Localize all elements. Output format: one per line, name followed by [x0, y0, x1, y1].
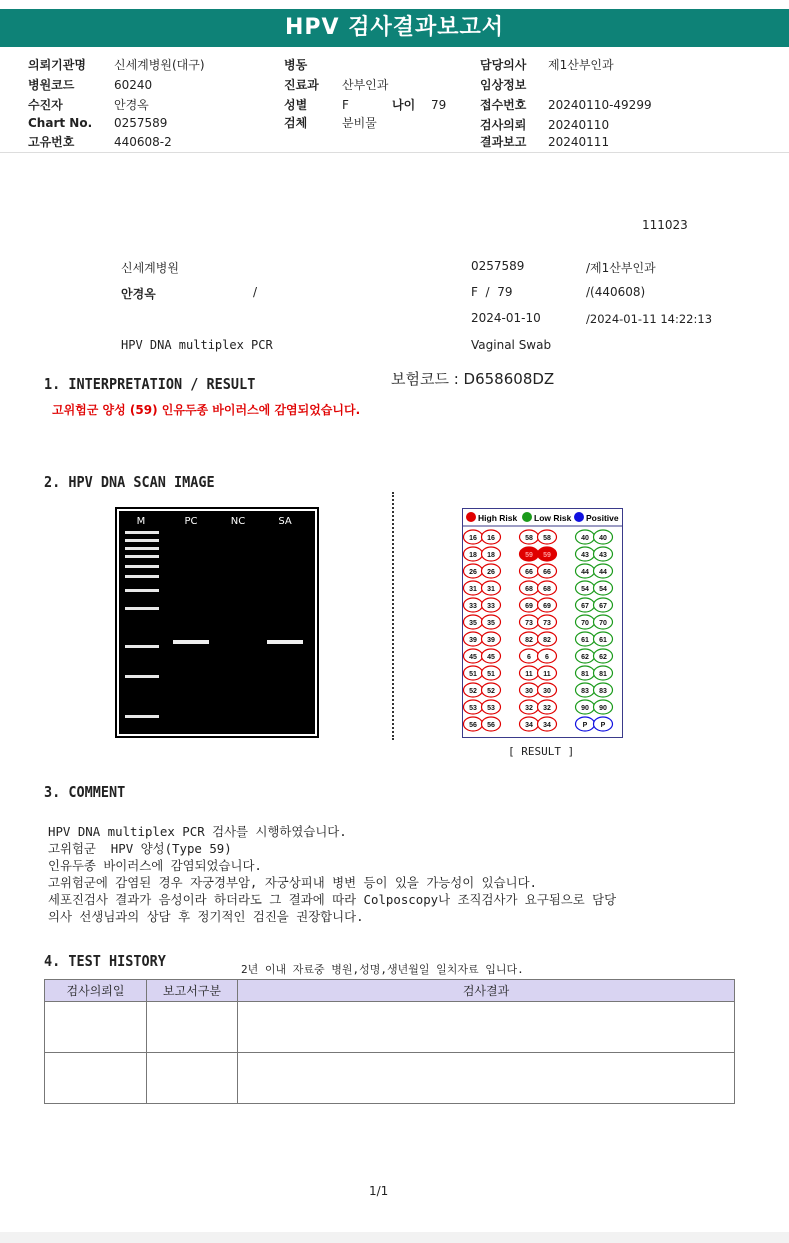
ladder-band	[125, 645, 159, 648]
chip-spot-label: 32	[543, 705, 551, 712]
chip-spot-label: 39	[487, 637, 495, 644]
chip-spot-label: 40	[581, 535, 589, 542]
chip-spot-label: 30	[543, 688, 551, 695]
chip-spot-label: 61	[599, 637, 607, 644]
chip-spot-label: 11	[543, 671, 551, 678]
chip-spot-label: 26	[469, 569, 477, 576]
body-dept: /제1산부인과	[586, 261, 656, 275]
gel-svg	[117, 509, 317, 736]
chip-spot-label: 70	[599, 620, 607, 627]
chip-spot-label: 53	[487, 705, 495, 712]
chip-spot-label: 81	[581, 671, 589, 678]
chip-spot-label: 30	[525, 688, 533, 695]
history-col-result: 검사결과	[238, 980, 735, 1002]
legend-high-risk-icon	[466, 512, 476, 522]
chip-spot-label: 67	[599, 603, 607, 610]
chip-spot-label: 35	[487, 620, 495, 627]
chip-spot-label: 44	[599, 569, 607, 576]
section-history-heading: 4. TEST HISTORY	[44, 952, 166, 970]
comment-line: 세포진검사 결과가 음성이라 하더라도 그 결과에 따라 Colposcopy나 조직검사가 요구됨으로 담당	[48, 892, 617, 907]
chip-spot-label: 58	[525, 535, 533, 542]
chip-spot-label: 81	[599, 671, 607, 678]
chip-spot-label: 52	[469, 688, 477, 695]
ladder-band	[125, 555, 159, 558]
header-request-date: 검사의뢰 20240110	[480, 118, 610, 132]
legend-positive: Positive	[586, 513, 619, 523]
ladder-band	[125, 607, 159, 610]
chip-spot-label: P	[582, 722, 588, 729]
lane-label-nc: NC	[230, 516, 246, 527]
comment-line: 인유두종 바이러스에 감염되었습니다.	[48, 858, 262, 873]
ladder-band	[125, 565, 159, 568]
body-birth: /(440608)	[586, 285, 646, 299]
ladder-band	[125, 575, 159, 578]
chip-spot-label: 45	[469, 654, 477, 661]
chip-spot-label: 69	[525, 603, 533, 610]
chip-spot-label: 18	[469, 552, 477, 559]
comment-line: 고위험군에 감염된 경우 자궁경부암, 자궁상피내 병변 등이 있을 가능성이 있습니다.	[48, 875, 538, 890]
header-clinical-info: 임상정보	[480, 78, 527, 92]
legend-positive-icon	[574, 512, 584, 522]
header-report-date: 결과보고 20240111	[480, 135, 610, 149]
doc-code: 111023	[642, 218, 688, 232]
history-header-row	[45, 980, 735, 1002]
history-col-report-type: 보고서구분	[147, 980, 238, 1002]
chip-spot-label: 54	[599, 586, 607, 593]
table-row	[45, 1053, 735, 1104]
body-specimen: Vaginal Swab	[471, 338, 552, 352]
chip-spot-label: 56	[487, 722, 495, 729]
comment-text	[48, 823, 616, 925]
chip-spot-label: 82	[543, 637, 551, 644]
body-request-date: 2024-01-10	[471, 311, 541, 325]
ladder-band	[125, 715, 159, 718]
body-report-datetime: /2024-01-11 14:22:13	[586, 312, 713, 326]
chip-spot-label: 56	[469, 722, 477, 729]
chip-spot-label: 33	[487, 603, 495, 610]
chip-spot-label: 43	[599, 552, 607, 559]
chip-spot-label: 62	[599, 654, 607, 661]
chip-spot-label: 16	[469, 535, 477, 542]
header-receipt-no: 접수번호 20240110-49299	[480, 98, 652, 112]
chip-spot-label: 61	[581, 637, 589, 644]
comment-line: 고위험군 HPV 양성(Type 59)	[48, 841, 232, 856]
chip-spot-label: 44	[581, 569, 589, 576]
marker-ladder	[125, 531, 159, 718]
chip-spot-label: 45	[487, 654, 495, 661]
header-department: 진료과 산부인과	[284, 78, 389, 92]
comment-line: 의사 선생님과의 상담 후 정기적인 검진을 권장합니다.	[48, 909, 364, 924]
legend-high-risk: High Risk	[478, 513, 518, 523]
body-chart: 0257589	[471, 259, 525, 273]
table-cell	[45, 1002, 147, 1053]
chip-spot-label: 70	[581, 620, 589, 627]
chip-spot-label: 51	[487, 671, 495, 678]
chip-spot-label: 73	[543, 620, 551, 627]
hpv-chip-diagram	[462, 508, 624, 740]
scan-divider	[392, 492, 394, 740]
lane-label-pc: PC	[184, 516, 198, 527]
header-unique-no: 고유번호 440608-2	[28, 135, 172, 149]
ladder-band	[125, 675, 159, 678]
lane-label-sa: SA	[278, 516, 292, 527]
sa-band	[267, 640, 303, 644]
chip-spot-label: 51	[469, 671, 477, 678]
chip-spot-label: 6	[527, 654, 531, 661]
header-hospital-code: 병원코드 60240	[28, 78, 153, 92]
chip-spot-label: 31	[487, 586, 495, 593]
history-table	[44, 979, 735, 1104]
ladder-band	[125, 547, 159, 550]
chip-caption: [ RESULT ]	[508, 745, 575, 758]
chip-spot-label: 6	[545, 654, 549, 661]
section-scan-heading: 2. HPV DNA SCAN IMAGE	[44, 473, 215, 491]
body-patient: 안경옥	[121, 287, 156, 301]
chip-spot-label: 59	[525, 552, 533, 559]
header-sex: 성별 F	[284, 98, 349, 112]
chip-spot-label: 90	[599, 705, 607, 712]
page-number: 1/1	[369, 1184, 389, 1198]
chip-spot-label: 33	[469, 603, 477, 610]
lane-label-m: M	[136, 516, 146, 527]
chip-spot-label: 11	[525, 671, 533, 678]
chip-spot-label: 58	[543, 535, 551, 542]
chip-spot-label: 67	[581, 603, 589, 610]
body-hospital: 신세계병원	[121, 261, 179, 275]
insurance-code: 보험코드 : D658608DZ	[391, 370, 555, 388]
chip-spot-label: 66	[543, 569, 551, 576]
chip-spot-label: 83	[581, 688, 589, 695]
chip-spot-label: 59	[543, 552, 551, 559]
legend-low-risk-icon	[522, 512, 532, 522]
header-ward: 병동	[284, 58, 308, 72]
chip-spot-label: 32	[525, 705, 533, 712]
pc-band	[173, 640, 209, 644]
chip-spot-label: 54	[581, 586, 589, 593]
body-sex-age: F / 79	[471, 285, 513, 299]
chip-spot-label: 43	[581, 552, 589, 559]
comment-line: HPV DNA multiplex PCR 검사를 시행하였습니다.	[48, 824, 347, 839]
chip-spot-label: 40	[599, 535, 607, 542]
table-cell	[147, 1053, 238, 1104]
header-specimen: 검체 분비물	[284, 116, 377, 130]
chip-spot-label: 90	[581, 705, 589, 712]
chip-spot-label: 73	[525, 620, 533, 627]
header-age: 나이 79	[392, 98, 447, 112]
header-patient: 수진자 안경옥	[28, 98, 149, 112]
body-test-name: HPV DNA multiplex PCR	[121, 338, 273, 352]
table-cell	[147, 1002, 238, 1053]
chip-spot-label: 82	[525, 637, 533, 644]
table-cell	[45, 1053, 147, 1104]
chip-spot-label: 35	[469, 620, 477, 627]
chip-spot-label: 68	[525, 586, 533, 593]
chip-spot-label: 68	[543, 586, 551, 593]
ladder-band	[125, 539, 159, 542]
chip-spot-label: 16	[487, 535, 495, 542]
table-cell	[238, 1053, 735, 1104]
table-row	[45, 1002, 735, 1053]
chip-spot-label: 18	[487, 552, 495, 559]
legend-low-risk: Low Risk	[534, 513, 572, 523]
chip-spot-label: P	[600, 722, 606, 729]
chip-spot-label: 39	[469, 637, 477, 644]
interpretation-result: 고위험군 양성 (59) 인유두종 바이러스에 감염되었습니다.	[52, 403, 361, 417]
chip-spot-label: 31	[469, 586, 477, 593]
chip-spot-label: 69	[543, 603, 551, 610]
body-patient-slash: /	[253, 285, 258, 299]
header-divider	[0, 152, 789, 153]
header-institution: 의뢰기관명 신세계병원(대구)	[28, 58, 205, 72]
section-interpretation-heading: 1. INTERPRETATION / RESULT	[44, 375, 256, 393]
chip-spot-label: 83	[599, 688, 607, 695]
table-cell	[238, 1002, 735, 1053]
header-chart-no: Chart No. 0257589	[28, 116, 168, 130]
history-col-request-date: 검사의뢰일	[45, 980, 147, 1002]
gel-electrophoresis-image	[115, 507, 319, 738]
ladder-band	[125, 531, 159, 534]
chip-spot-label: 52	[487, 688, 495, 695]
chip-spot-label: 26	[487, 569, 495, 576]
section-comment-heading: 3. COMMENT	[44, 783, 126, 801]
chip-spot-label: 34	[543, 722, 551, 729]
chip-spot-label: 62	[581, 654, 589, 661]
chip-spot-label: 66	[525, 569, 533, 576]
report-title: HPV 검사결과보고서	[0, 9, 789, 47]
chip-spot-label: 53	[469, 705, 477, 712]
history-note: 2년 이내 자료중 병원,성명,생년월일 일치자료 입니다.	[241, 963, 524, 976]
ladder-band	[125, 589, 159, 592]
header-doctor: 담당의사 제1산부인과	[480, 58, 614, 72]
chip-spot-label: 34	[525, 722, 533, 729]
